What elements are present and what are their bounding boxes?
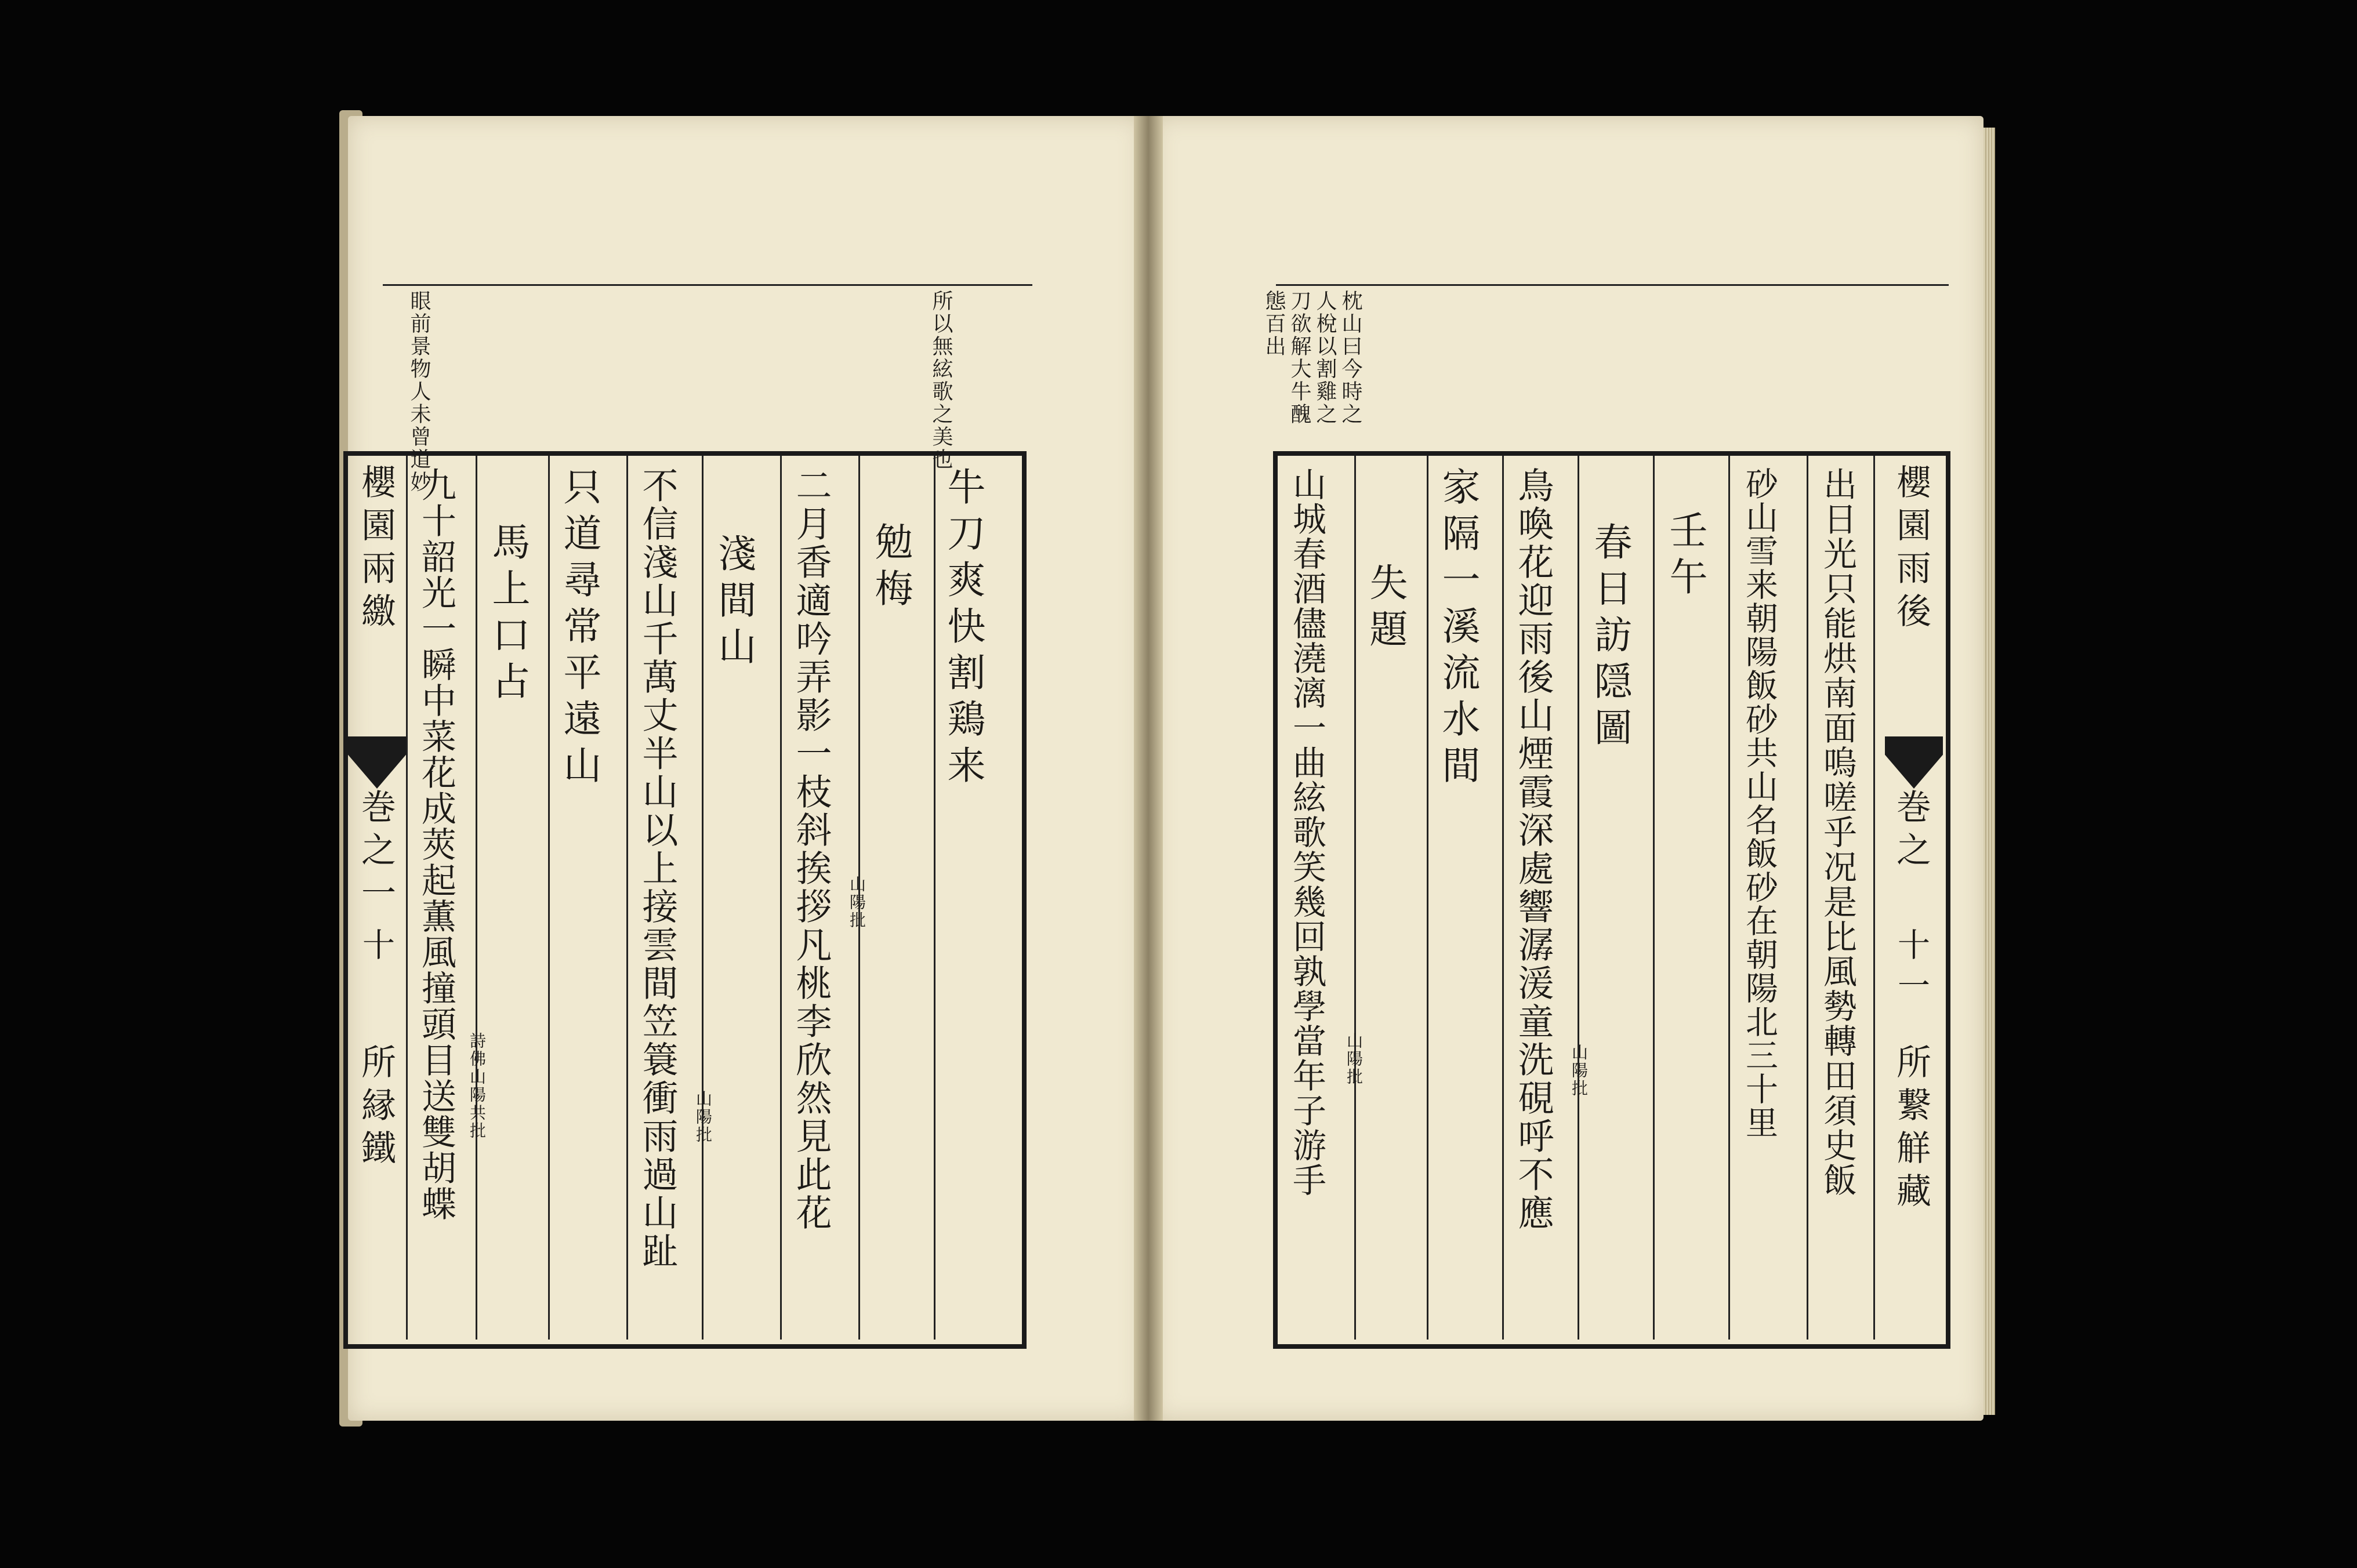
column-rule: [780, 456, 782, 1340]
column-rule: [1873, 456, 1875, 1340]
left-col-7-poem-title: 馬上口占: [485, 522, 530, 707]
left-col-4-poem-title: 淺間山: [712, 533, 756, 673]
column-rule: [548, 456, 550, 1340]
left-interlinear-note-3: 詩佛山陽共批: [467, 1032, 487, 1140]
right-headnote-rule: [1276, 284, 1949, 286]
left-publisher-mark: 所縁鐵: [356, 1044, 396, 1173]
right-col-4-poem-title: 春日訪隠圖: [1587, 522, 1632, 754]
book-gutter: [1134, 116, 1163, 1421]
right-book-title: 櫻園雨後: [1891, 464, 1931, 636]
right-col-7-poem-title: 失題: [1363, 562, 1408, 655]
left-col-2-poem-title: 勉梅: [868, 522, 913, 615]
column-rule: [934, 456, 935, 1340]
column-rule: [1728, 456, 1730, 1340]
right-volume-label: 巻之: [1891, 789, 1931, 874]
right-interlinear-note-2: 山陽批: [1344, 1032, 1364, 1086]
column-rule: [1502, 456, 1504, 1340]
right-col-3-year: 壬午: [1663, 510, 1707, 603]
column-rule: [1354, 456, 1356, 1340]
left-col-1: 牛刀爽快割鶏来: [941, 467, 985, 792]
right-headnote-1: 枕山曰今時之人梲以割雞之刀欲解大牛醜態百出: [1262, 290, 1362, 426]
right-col-6: 家隔一溪流水間: [1435, 467, 1480, 792]
right-page-number: 十一: [1892, 928, 1930, 1009]
right-col-1: 出日光只能烘南面嗚嗟乎况是比風勢轉田須史飯: [1818, 467, 1857, 1197]
left-headnote-1: 所以無絃歌之美也: [929, 290, 953, 471]
left-col-8: 九十韶光一瞬中菜花成莢起薫風撞頭目送雙胡蝶: [416, 467, 456, 1222]
column-rule: [626, 456, 628, 1340]
left-interlinear-note-1: 山陽批: [847, 876, 866, 930]
left-col-5: 不信淺山千萬丈半山以上接雲間笠簑衝雨過山趾: [636, 467, 679, 1271]
column-rule: [1578, 456, 1579, 1340]
left-page-number: 十: [357, 928, 395, 968]
left-book-title: 櫻園兩繳: [356, 464, 396, 636]
left-interlinear-note-2: 山陽批: [694, 1090, 713, 1144]
left-col-3: 二月香適吟弄影一枝斜挨拶凡桃李欣然見此花: [790, 467, 832, 1232]
left-headnote-2: 眼前景物人未曾道妙: [407, 290, 431, 493]
column-rule: [1807, 456, 1808, 1340]
column-rule: [1427, 456, 1428, 1340]
left-col-6: 只道尋常平遠山: [557, 467, 601, 792]
column-rule: [702, 456, 704, 1340]
column-rule: [1653, 456, 1655, 1340]
right-col-8: 山城春酒儘澆漓一曲絃歌笑幾回孰學當年子游手: [1287, 467, 1326, 1197]
left-headnote-rule: [383, 284, 1032, 286]
right-col-5: 鳥喚花迎雨後山煙霞深處響潺湲童洗硯呼不應: [1512, 467, 1554, 1232]
left-volume-label: 巻之一: [356, 789, 396, 917]
right-col-2: 砂山雪来朝陽飯砂共山名飯砂在朝陽北三十里: [1740, 467, 1778, 1139]
right-publisher-mark: 所繋觧藏: [1891, 1044, 1931, 1215]
column-rule: [406, 456, 408, 1340]
right-interlinear-note-1: 山陽批: [1569, 1044, 1589, 1098]
